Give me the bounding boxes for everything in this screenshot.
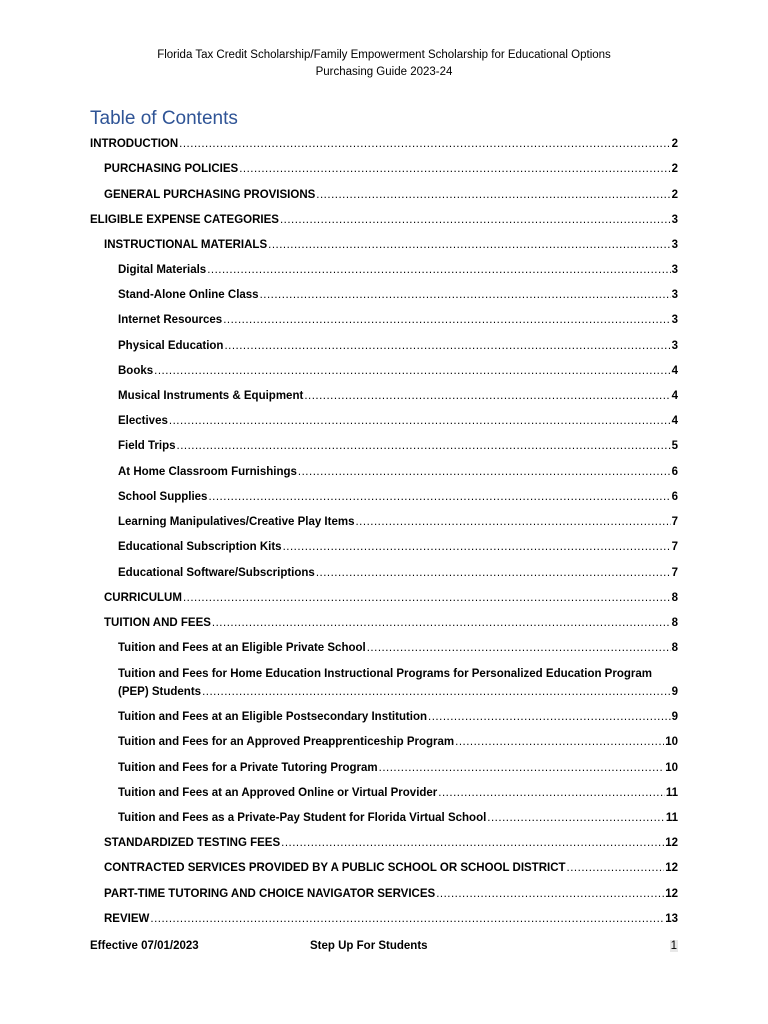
toc-entry-standardized-testing-fees[interactable] — [104, 834, 678, 852]
toc-entry-page: 3 — [671, 214, 678, 226]
toc-entry-internet-resources[interactable] — [118, 311, 678, 329]
toc-entry-label: Tuition and Fees at an Eligible Private School — [118, 642, 366, 654]
toc-entry-page: 12 — [665, 837, 678, 849]
toc-entry-label: REVIEW — [104, 913, 150, 925]
toc-entry-label: Tuition and Fees at an Approved Online or Virtual Provider — [118, 787, 438, 799]
toc-entry-label: Stand-Alone Online Class — [118, 289, 259, 301]
toc-entry-review[interactable] — [104, 910, 678, 928]
toc-entry-introduction[interactable] — [90, 135, 678, 153]
toc-entry-label: Books — [118, 365, 154, 377]
toc-entry-general-purchasing-provisions[interactable] — [104, 186, 678, 204]
toc-entry-part-time-tutoring[interactable] — [104, 885, 678, 903]
toc-entry-label: Tuition and Fees as a Private-Pay Student for Florida Virtual School — [118, 812, 487, 824]
toc-entry-learning-manipulatives[interactable] — [118, 513, 678, 531]
toc-entry-label: Educational Software/Subscriptions — [118, 567, 315, 579]
toc-entry-label: PURCHASING POLICIES — [104, 163, 239, 175]
toc-entry-at-home-classroom-furnishings[interactable] — [118, 463, 678, 481]
toc-entry-label: Field Trips — [118, 440, 176, 452]
toc-entry-label: GENERAL PURCHASING PROVISIONS — [104, 189, 316, 201]
toc-entry-page: 12 — [665, 862, 678, 874]
toc-entry-page: 11 — [665, 812, 678, 824]
toc-entry-page: 10 — [665, 736, 678, 748]
toc-entry-label-continued: (PEP) Students — [118, 686, 202, 698]
toc-entry-page: 6 — [671, 491, 678, 503]
toc-entry-label: Physical Education — [118, 340, 224, 352]
toc-entry-label: At Home Classroom Furnishings — [118, 466, 297, 478]
toc-entry-physical-education[interactable] — [118, 337, 678, 355]
toc-entry-page: 7 — [671, 516, 678, 528]
header-title-line2: Purchasing Guide 2023-24 — [315, 66, 453, 78]
toc-entry-label: Musical Instruments & Equipment — [118, 390, 304, 402]
toc-entry-field-trips[interactable] — [118, 437, 678, 455]
toc-entry-label: Educational Subscription Kits — [118, 541, 282, 553]
toc-entry-page: 3 — [671, 289, 678, 301]
footer-organization: Step Up For Students — [310, 940, 428, 952]
toc-entry-label: STANDARDIZED TESTING FEES — [104, 837, 281, 849]
document-header — [0, 47, 768, 81]
toc-entry-tuition-private-school[interactable] — [118, 639, 678, 657]
toc-entry-page: 3 — [671, 340, 678, 352]
footer-effective-date: Effective 07/01/2023 — [90, 940, 199, 952]
toc-entry-label: Tuition and Fees at an Eligible Postsecondary Institution — [118, 711, 428, 723]
toc-entry-label: INTRODUCTION — [90, 138, 179, 150]
toc-entry-instructional-materials[interactable] — [104, 236, 678, 254]
toc-entry-page: 6 — [671, 466, 678, 478]
toc-entry-label: Digital Materials — [118, 264, 207, 276]
footer-page-number: 1 — [670, 940, 677, 952]
toc-entry-tuition-and-fees[interactable] — [104, 614, 678, 632]
toc-entry-label: Electives — [118, 415, 168, 427]
toc-entry-label: INSTRUCTIONAL MATERIALS — [104, 239, 268, 251]
toc-entry-tuition-postsecondary[interactable] — [118, 708, 678, 726]
toc-entry-page: 4 — [671, 365, 678, 377]
toc-entry-label: PART-TIME TUTORING AND CHOICE NAVIGATOR SERVICES — [104, 888, 436, 900]
toc-entry-electives[interactable] — [118, 412, 678, 430]
toc-entry-educational-subscription-kits[interactable] — [118, 538, 678, 556]
toc-entry-label: Internet Resources — [118, 314, 223, 326]
toc-entry-label: CONTRACTED SERVICES PROVIDED BY A PUBLIC SCHOOL OR SCHOOL DISTRICT — [104, 862, 566, 874]
toc-entry-page: 12 — [665, 888, 678, 900]
toc-entry-eligible-expense-categories[interactable] — [90, 211, 678, 229]
toc-entry-stand-alone-online-class[interactable] — [118, 286, 678, 304]
toc-entry-contracted-services[interactable] — [104, 859, 678, 877]
header-title-line1: Florida Tax Credit Scholarship/Family Empowerment Scholarship for Educational Options — [157, 49, 611, 61]
toc-heading: Table of Contents — [90, 108, 238, 129]
toc-entry-page: 3 — [671, 264, 678, 276]
toc-entry-tuition-preapprenticeship[interactable] — [118, 733, 678, 751]
toc-entry-page: 3 — [671, 239, 678, 251]
toc-entry-page: 8 — [671, 642, 678, 654]
toc-entry-page: 7 — [671, 567, 678, 579]
toc-entry-page: 7 — [671, 541, 678, 553]
toc-entry-school-supplies[interactable] — [118, 488, 678, 506]
toc-entry-page: 8 — [671, 617, 678, 629]
toc-entry-tuition-home-education-pep[interactable] — [118, 665, 678, 701]
toc-entry-musical-instruments[interactable] — [118, 387, 678, 405]
toc-entry-label: Tuition and Fees for Home Education Instructional Programs for Personalized Education Program — [118, 668, 652, 680]
toc-entry-digital-materials[interactable] — [118, 261, 678, 279]
toc-entry-label: CURRICULUM — [104, 592, 182, 604]
toc-entry-label: Tuition and Fees for an Approved Preapprenticeship Program — [118, 736, 455, 748]
toc-entry-page: 2 — [671, 189, 678, 201]
toc-entry-educational-software[interactable] — [118, 564, 678, 582]
toc-entry-books[interactable] — [118, 362, 678, 380]
toc-entry-tuition-private-tutoring[interactable] — [118, 759, 678, 777]
toc-entry-page: 2 — [671, 163, 678, 175]
toc-entry-label: ELIGIBLE EXPENSE CATEGORIES — [90, 214, 279, 226]
toc-entry-page: 4 — [671, 415, 678, 427]
toc-entry-page: 5 — [671, 440, 678, 452]
toc-entry-curriculum[interactable] — [104, 589, 678, 607]
toc-entry-tuition-online-provider[interactable] — [118, 784, 678, 802]
toc-entry-page: 13 — [665, 913, 678, 925]
toc-entry-label: School Supplies — [118, 491, 208, 503]
toc-entry-page: 8 — [671, 592, 678, 604]
toc-entry-label: TUITION AND FEES — [104, 617, 211, 629]
toc-entry-tuition-florida-virtual-school[interactable] — [118, 809, 678, 827]
toc-entry-label: Tuition and Fees for a Private Tutoring Program — [118, 762, 378, 774]
toc-entry-page: 3 — [671, 314, 678, 326]
toc-entry-page: 11 — [665, 787, 678, 799]
toc-entry-page: 4 — [671, 390, 678, 402]
toc-entry-page: 9 — [671, 686, 678, 698]
toc-entry-page: 10 — [665, 762, 678, 774]
toc-entry-label: Learning Manipulatives/Creative Play Items — [118, 516, 355, 528]
toc-entry-page: 9 — [671, 711, 678, 723]
toc-entry-purchasing-policies[interactable] — [104, 160, 678, 178]
toc-entry-page: 2 — [671, 138, 678, 150]
